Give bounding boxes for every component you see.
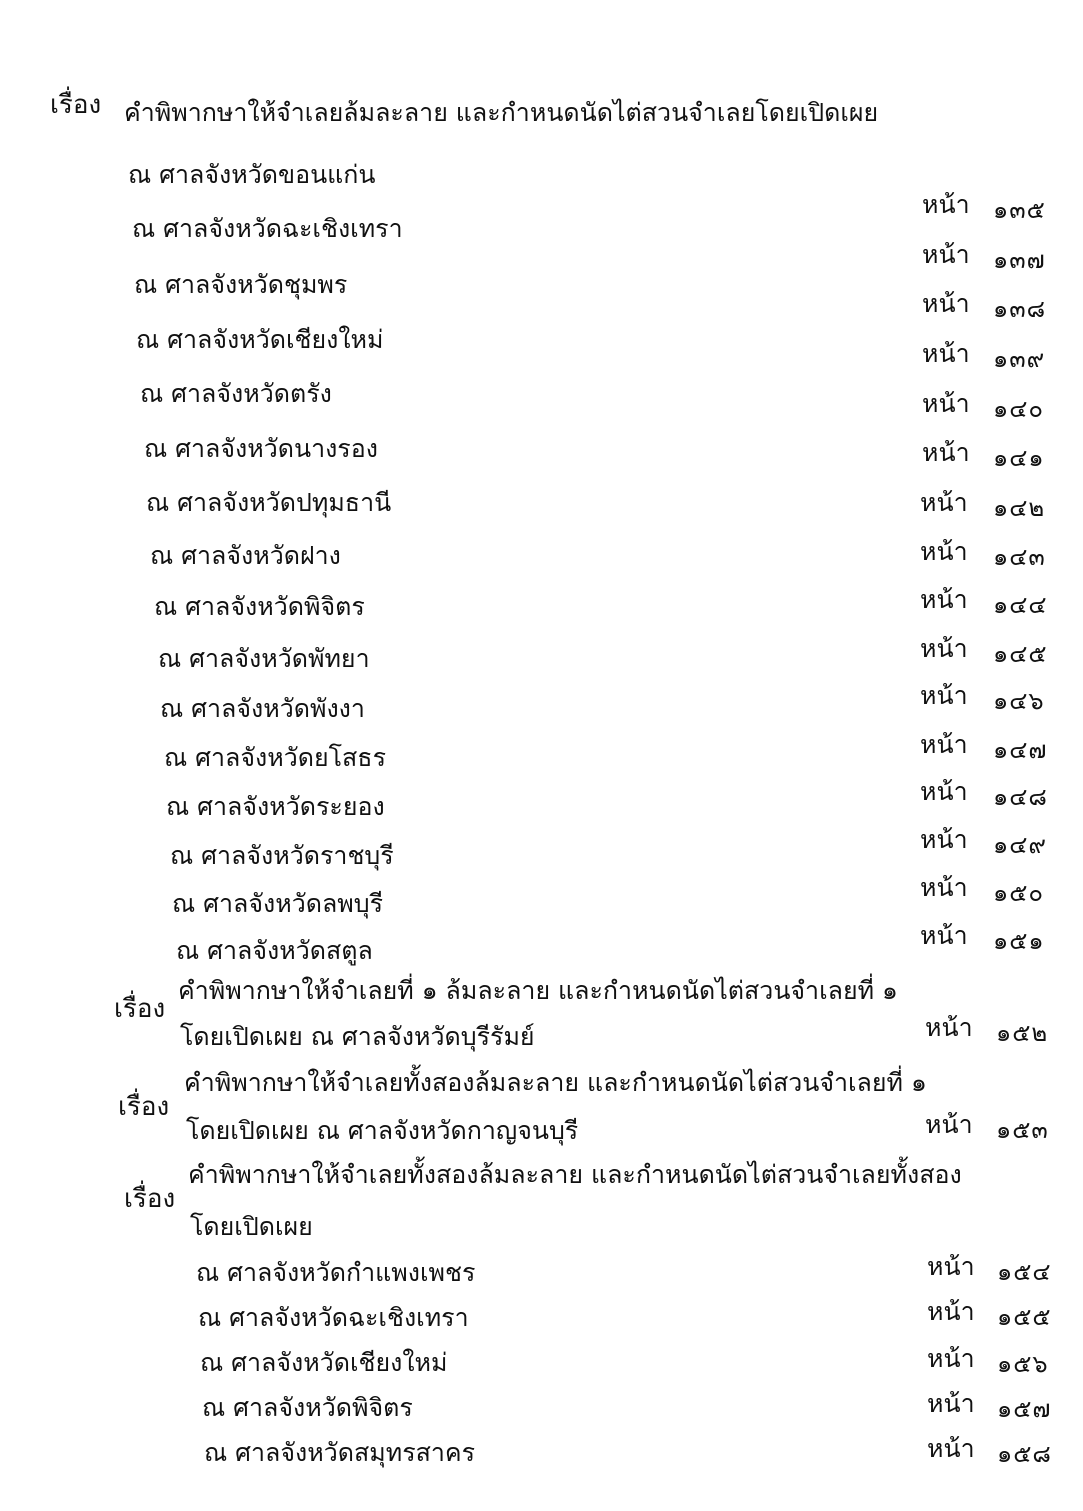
toc-entry-court: ณ ศาลจังหวัดกำแพงเพชร [196,1258,476,1287]
section3-title-line1: คำพิพากษาให้จำเลยทั้งสองล้มละลาย และกำหนดนัดไต่สวนจำเลยที่ ๑ [184,1068,927,1097]
toc-entry-page: ๑๔๐ [993,395,1045,423]
section3-title-line2: โดยเปิดเผย ณ ศาลจังหวัดกาญจนบุรี [186,1116,579,1145]
toc-entry-page: ๑๕๔ [997,1258,1052,1286]
toc-entry-page-label: หน้า [920,825,968,854]
section2-title-line2: โดยเปิดเผย ณ ศาลจังหวัดบุรีรัมย์ [180,1022,535,1051]
toc-entry-court: ณ ศาลจังหวัดพังงา [160,694,365,723]
section4-label: เรื่อง [124,1184,176,1214]
section2-label: เรื่อง [114,994,166,1024]
toc-entry-page: ๑๕๖ [997,1350,1049,1378]
toc-entry-court: ณ ศาลจังหวัดพัทยา [158,644,370,673]
toc-entry-page: ๑๓๘ [993,295,1047,323]
toc-entry-page-label: หน้า [922,289,970,318]
toc-entry-page-label: หน้า [920,537,968,566]
toc-entry-court: ณ ศาลจังหวัดพิจิตร [154,592,365,621]
toc-entry-page-label: หน้า [927,1389,975,1418]
toc-entry-page-label: หน้า [920,488,968,517]
toc-entry-page-label: หน้า [920,777,968,806]
toc-entry-page-label: หน้า [920,730,968,759]
toc-entry-page: ๑๔๙ [993,831,1047,859]
toc-entry-page-label: หน้า [920,681,968,710]
section1-title: คำพิพากษาให้จำเลยล้มละลาย และกำหนดนัดไต่สวนจำเลยโดยเปิดเผย [124,98,879,127]
toc-entry-page: ๑๔๘ [993,783,1048,811]
toc-entry-page-label: หน้า [922,389,970,418]
toc-entry-court: ณ ศาลจังหวัดระยอง [166,792,385,821]
toc-entry-page-label: หน้า [925,1110,973,1139]
toc-entry-page: ๑๕๐ [993,879,1045,907]
section2-title-line1: คำพิพากษาให้จำเลยที่ ๑ ล้มละลาย และกำหนดนัดไต่สวนจำเลยที่ ๑ [178,976,898,1005]
section4-title-line2: โดยเปิดเผย [190,1212,313,1241]
toc-entry-page-label: หน้า [927,1434,975,1463]
toc-entry-court: ณ ศาลจังหวัดฉะเชิงเทรา [198,1303,469,1332]
toc-entry-court: ณ ศาลจังหวัดราชบุรี [170,841,394,870]
toc-entry-court: ณ ศาลจังหวัดฉะเชิงเทรา [132,214,403,243]
toc-entry-page: ๑๕๑ [993,927,1045,955]
toc-entry-page: ๑๔๑ [993,444,1045,472]
toc-entry-page: ๑๕๒ [996,1019,1049,1047]
toc-entry-page-label: หน้า [920,921,968,950]
toc-entry-page-label: หน้า [922,190,970,219]
toc-entry-page-label: หน้า [927,1344,975,1373]
toc-entry-page-label: หน้า [920,634,968,663]
toc-entry-court: ณ ศาลจังหวัดสมุทรสาคร [204,1438,476,1467]
toc-entry-court: ณ ศาลจังหวัดตรัง [140,379,332,408]
toc-entry-court: ณ ศาลจังหวัดปทุมธานี [146,488,392,517]
section3-label: เรื่อง [118,1092,170,1122]
toc-entry-court: ณ ศาลจังหวัดนางรอง [144,434,378,463]
section4-title-line1: คำพิพากษาให้จำเลยทั้งสองล้มละลาย และกำหนดนัดไต่สวนจำเลยทั้งสอง [188,1160,962,1189]
toc-entry-court: ณ ศาลจังหวัดยโสธร [164,743,386,772]
toc-entry-court: ณ ศาลจังหวัดเชียงใหม่ [200,1348,448,1377]
section1-label: เรื่อง [50,90,102,120]
toc-entry-page-label: หน้า [920,585,968,614]
toc-entry-page: ๑๔๕ [993,640,1048,668]
toc-entry-page: ๑๓๗ [993,246,1046,274]
toc-entry-page-label: หน้า [922,438,970,467]
toc-entry-court: ณ ศาลจังหวัดชุมพร [134,270,348,299]
toc-entry-page-label: หน้า [925,1013,973,1042]
toc-entry-page: ๑๓๙ [993,345,1046,373]
toc-entry-page: ๑๕๘ [997,1440,1052,1468]
toc-entry-court: ณ ศาลจังหวัดเชียงใหม่ [136,325,384,354]
toc-entry-page-label: หน้า [927,1297,975,1326]
toc-entry-page-label: หน้า [920,873,968,902]
toc-entry-page: ๑๔๒ [993,494,1046,522]
toc-entry-court: ณ ศาลจังหวัดลพบุรี [172,889,384,918]
toc-entry-page: ๑๓๕ [993,196,1046,224]
toc-entry-page: ๑๔๗ [993,736,1048,764]
toc-entry-court: ณ ศาลจังหวัดสตูล [176,936,373,965]
toc-entry-page-label: หน้า [922,339,970,368]
toc-entry-court: ณ ศาลจังหวัดพิจิตร [202,1393,413,1422]
toc-entry-page: ๑๔๓ [993,543,1046,571]
toc-entry-page-label: หน้า [927,1252,975,1281]
toc-entry-court: ณ ศาลจังหวัดขอนแก่น [128,160,376,189]
toc-entry-court: ณ ศาลจังหวัดฝาง [150,541,341,570]
toc-entry-page: ๑๔๔ [993,591,1048,619]
toc-entry-page: ๑๔๖ [993,687,1045,715]
toc-entry-page: ๑๕๕ [997,1303,1052,1331]
toc-entry-page-label: หน้า [922,240,970,269]
toc-entry-page: ๑๕๓ [996,1116,1049,1144]
toc-entry-page: ๑๕๗ [997,1395,1052,1423]
